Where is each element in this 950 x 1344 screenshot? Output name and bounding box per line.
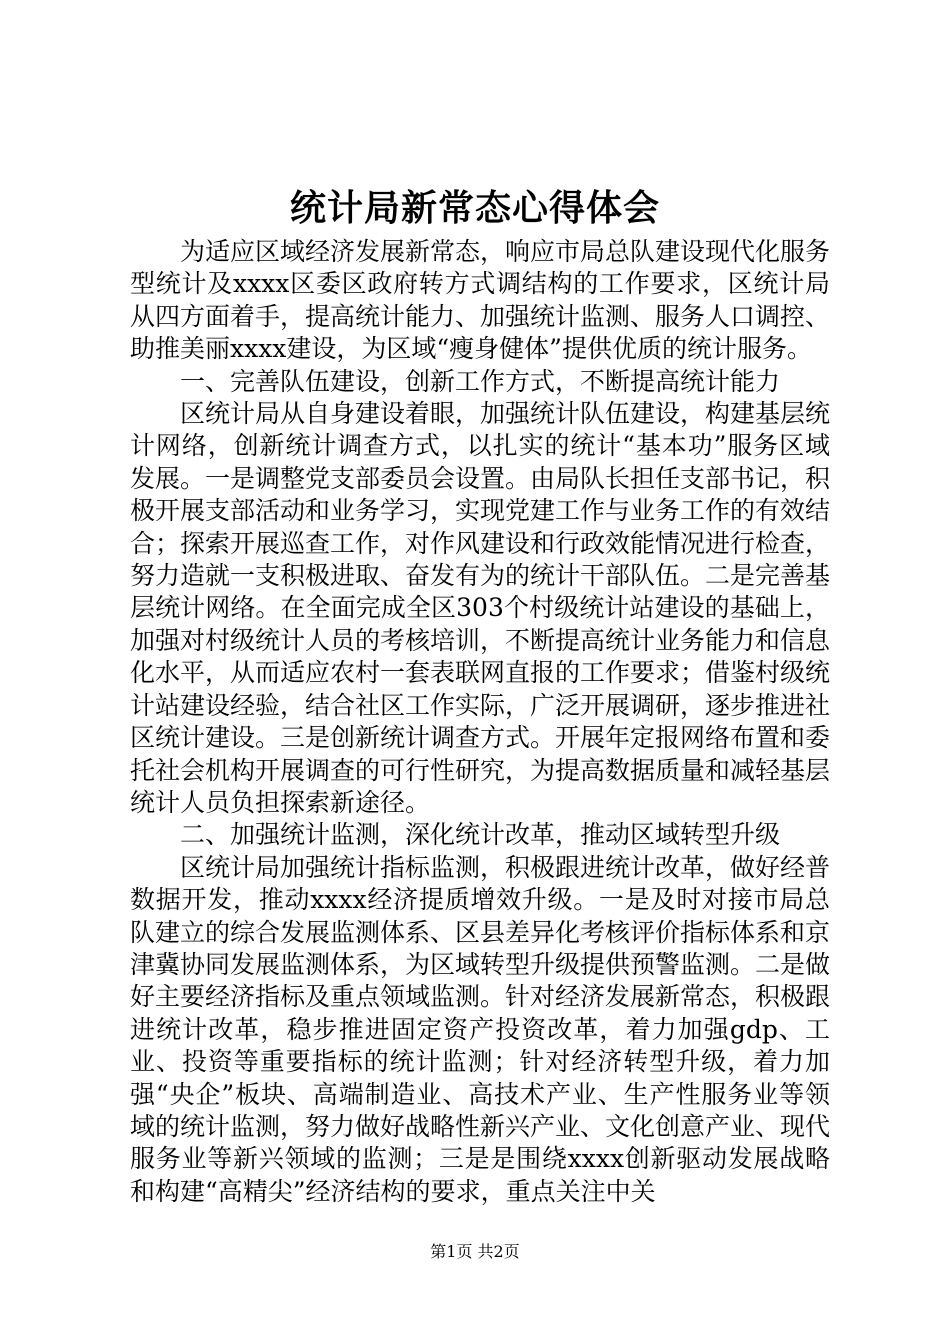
paragraph-section-2: 区统计局加强统计指标监测，积极跟进统计改革，做好经普数据开发，推动xxxx经济提质增效升级。一是及时对接市局总队建立的综合发展监测体系、区县差异化考核评价指标体系和京津冀协同发展监测体系，为区域转型升级提供预警监测。二是做好主要经济指标及重点领域监测。针对经济发展新常态，积极跟进统计改革，稳步推进固定资产投资改革，着力加强gdp、工业、投资等重要指标的统计监测；针对经济转型升级，着力加强“央企”板块、高端制造业、高技术产业、生产性服务业等领域的统计监测，努力做好战略性新兴产业、文化创意产业、现代服务业等新兴领域的监测；三是是围绕xxxx创新驱动发展战略和构建“高精尖”经济结构的要求，重点关注中关 [130, 852, 831, 1206]
paragraph-intro: 为适应区域经济发展新常态，响应市局总队建设现代化服务型统计及xxxx区委区政府转方式调结构的工作要求，区统计局从四方面着手，提高统计能力、加强统计监测、服务人口调控、助推美丽xxxx建设，为区域“瘦身健体”提供优质的统计服务。 [130, 237, 831, 364]
document-title: 统计局新常态心得体会 [289, 187, 660, 229]
document-body [130, 236, 830, 1208]
section-heading-1: 一、完善队伍建设，创新工作方式，不断提高统计能力 [180, 366, 781, 396]
section-heading-2: 二、加强统计监测，深化统计改革，推动区域转型升级 [180, 820, 781, 850]
paragraph-section-1: 区统计局从自身建设着眼，加强统计队伍建设，构建基层统计网络，创新统计调查方式，以扎实的统计“基本功”服务区域发展。一是调整党支部委员会设置。由局队长担任支部书记，积极开展支部活动和业务学习，实现党建工作与业务工作的有效结合；探索开展巡查工作，对作风建设和行政效能情况进行检查，努力造就一支积极进取、奋发有为的统计干部队伍。二是完善基层统计网络。在全面完成全区303个村级统计站建设的基础上，加强对村级统计人员的考核培训，不断提高统计业务能力和信息化水平，从而适应农村一套表联网直报的工作要求；借鉴村级统计站建设经验，结合社区工作实际，广泛开展调研，逐步推进社区统计建设。三是创新统计调查方式。开展年定报网络布置和委托社会机构开展调查的可行性研究，为提高数据质量和减轻基层统计人员负担探索新途径。 [130, 399, 831, 817]
page-footer: 第1页 共2页 [430, 1242, 520, 1261]
